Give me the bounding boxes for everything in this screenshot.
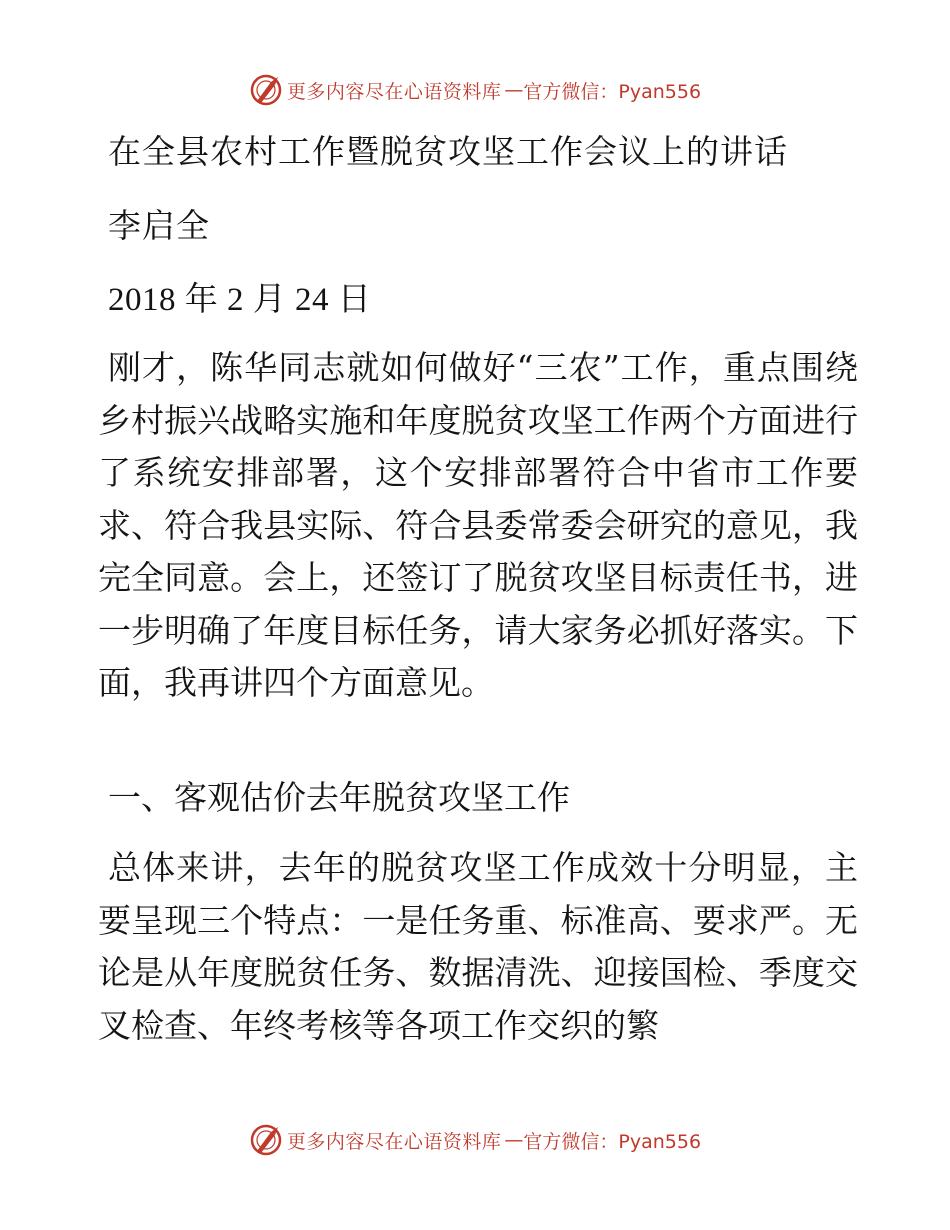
quill-logo-icon [249, 1123, 283, 1157]
paragraph-summary: 总体来讲，去年的脱贫攻坚工作成效十分明显，主要呈现三个特点：一是任务重、标准高、要求严。无论是从年度脱贫任务、数据清洗、迎接国检、季度交叉检查、年终考核等各项工作交织的繁 [98, 848, 858, 1045]
quill-logo-icon [249, 73, 283, 107]
watermark-separator: — [504, 1129, 524, 1151]
watermark-footer [0, 1120, 950, 1160]
watermark-text: 更多内容尽在心语资料库 [286, 80, 502, 103]
document-title: 在全县农村工作暨脱贫攻坚工作会议上的讲话 [108, 132, 788, 171]
paragraph-intro: 刚才，陈华同志就如何做好“三农”工作，重点围绕乡村振兴战略实施和年度脱贫攻坚工作两个方面进行了系统安排部署，这个安排部署符合中省市工作要求、符合我县实际、符合县委常委会研究的意见，我完全同意。会上，还签订了脱贫攻坚目标责任书，进一步明确了年度目标任务，请大家务必抓好落实。下面，我再讲四个方面意见。 [98, 348, 858, 702]
watermark-contact: 官方微信：Pyan556 [523, 1130, 702, 1153]
watermark-contact: 官方微信：Pyan556 [523, 80, 702, 103]
watermark-header [0, 70, 950, 110]
document-author: 李启全 [108, 206, 210, 245]
watermark-text: 更多内容尽在心语资料库 [286, 1130, 502, 1153]
section-heading: 一、客观估价去年脱贫攻坚工作 [108, 778, 570, 817]
document-date: 2018 年 2 月 24 日 [108, 282, 372, 318]
watermark-separator: — [504, 79, 524, 101]
